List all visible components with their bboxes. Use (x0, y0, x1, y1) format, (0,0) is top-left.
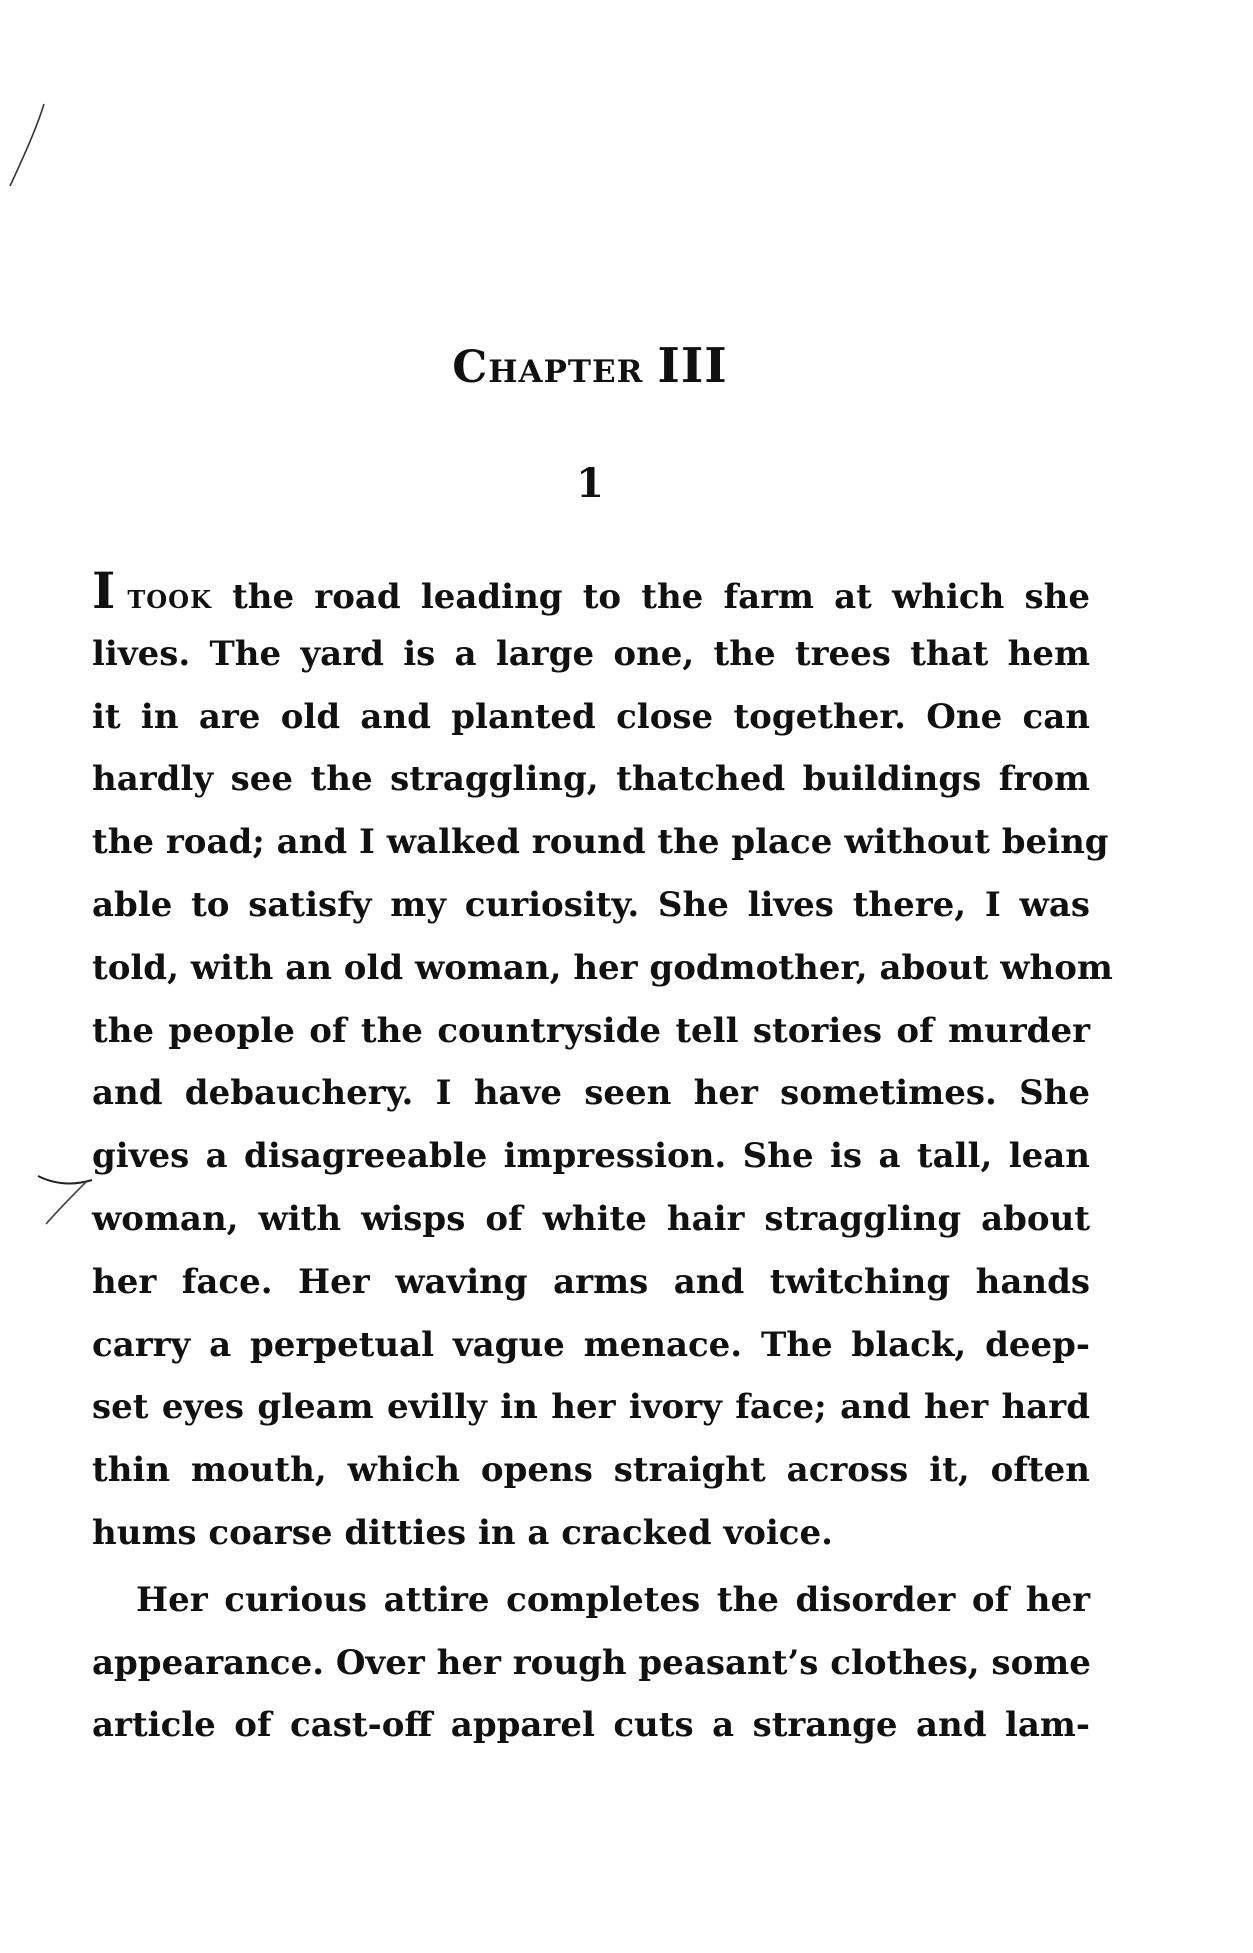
text-line-4: hardly see the straggling, thatched buildings from (92, 759, 1090, 800)
text-line-19: article of cast-off apparel cuts a strange and lam- (92, 1705, 1090, 1746)
text-line-9: and debauchery. I have seen her sometimes. She (92, 1073, 1090, 1114)
text-line-7: told, with an old woman, her godmother, about whom (92, 947, 1113, 988)
chapter-label: Chapter (452, 342, 644, 393)
text-line-8: the people of the countryside tell stories of murder (92, 1010, 1090, 1051)
pencil-mark-top (2, 100, 52, 190)
text-line-16: hums coarse ditties in a cracked voice. (92, 1512, 833, 1553)
first-word: took (127, 577, 212, 617)
text-line-10: gives a disagreeable impression. She is a tall, lean (92, 1136, 1090, 1177)
body-text (92, 560, 1113, 1757)
section-number: 1 (576, 460, 604, 507)
text-line-17: Her curious attire completes the disorder of her (136, 1579, 1090, 1620)
text-line-18: appearance. Over her rough peasant’s clothes, some (92, 1642, 1091, 1683)
chapter-numeral: III (657, 338, 728, 394)
chapter-heading (0, 338, 1180, 394)
text-line-3: it in are old and planted close together. One can (92, 696, 1090, 737)
text-line-1: I took the road leading to the farm at which she (92, 561, 1090, 620)
text-line-5: the road; and I walked round the place without being (92, 822, 1109, 863)
text-line-13: carry a perpetual vague menace. The black, deep- (92, 1324, 1090, 1365)
text-line-14: set eyes gleam evilly in her ivory face; and her hard (92, 1387, 1090, 1428)
text-line-12: her face. Her waving arms and twitching hands (92, 1261, 1090, 1302)
drop-cap: I (92, 561, 116, 620)
text-line-6: able to satisfy my curiosity. She lives there, I was (92, 884, 1090, 925)
text-line-15: thin mouth, which opens straight across it, often (92, 1450, 1090, 1491)
text-line-2: lives. The yard is a large one, the trees that hem (92, 633, 1090, 674)
text-line-11: woman, with wisps of white hair straggling about (92, 1198, 1090, 1239)
